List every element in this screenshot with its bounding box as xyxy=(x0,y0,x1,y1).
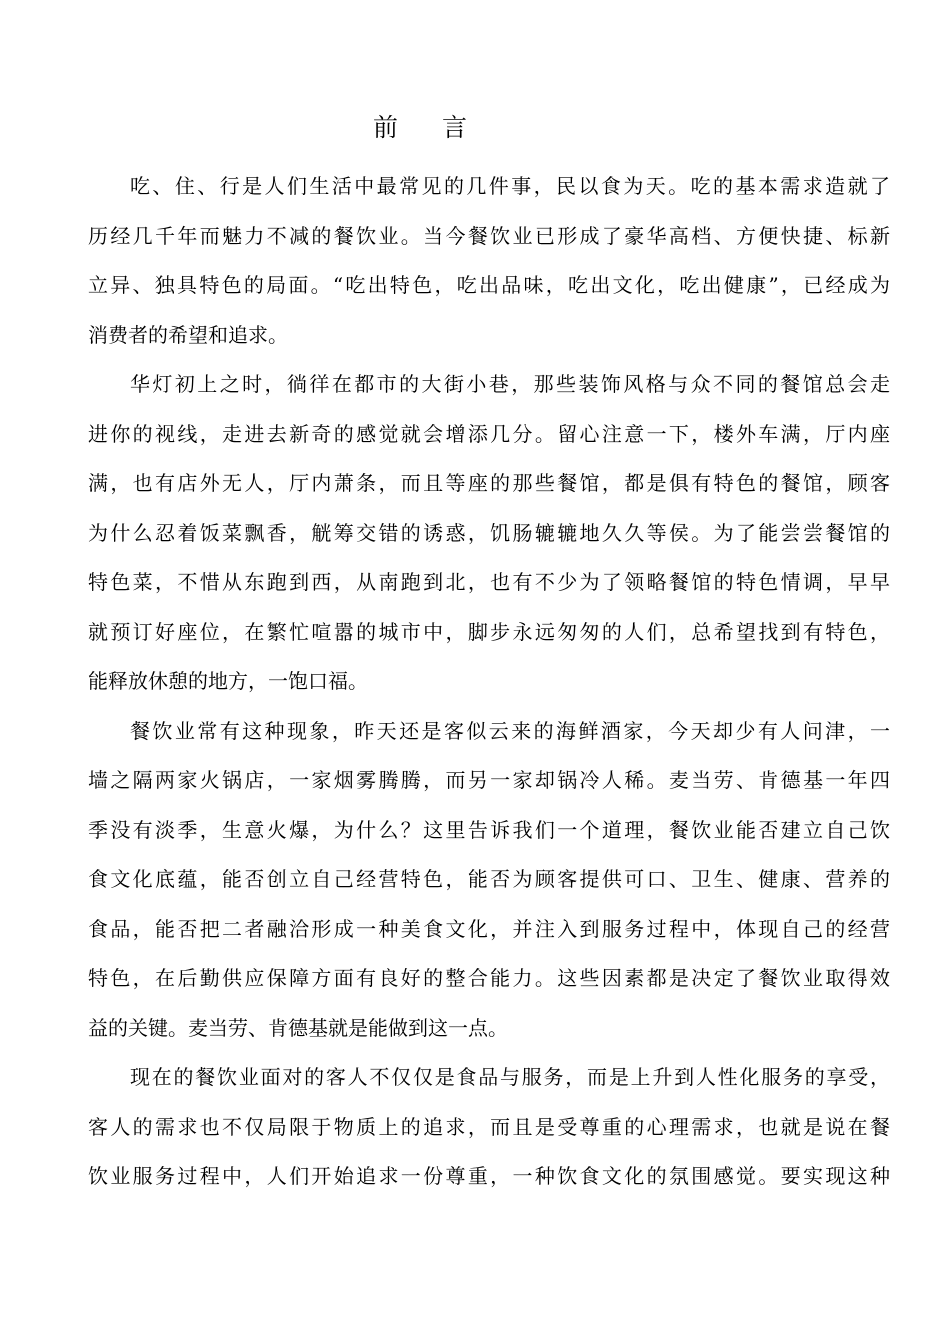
text-line: 消费者的希望和追求。 xyxy=(88,322,288,347)
title-char-2: 言 xyxy=(442,113,468,142)
text-line: 能释放休憩的地方，一饱口福。 xyxy=(88,669,368,693)
title-char-1: 前 xyxy=(372,113,398,142)
text-line: 食文化底蕴，能否创立自己经营特色，能否为顾客提供可口、卫生、健康、营养的 xyxy=(88,867,890,891)
text-line: 现在的餐饮业面对的客人不仅仅是食品与服务，而是上升到人性化服务的享受， xyxy=(130,1065,890,1089)
text-line: 特色，在后勤供应保障方面有良好的整合能力。这些因素都是决定了餐饮业取得效 xyxy=(88,966,890,990)
text-line: 就预订好座位，在繁忙喧嚣的城市中，脚步永远匆匆的人们，总希望找到有特色， xyxy=(88,619,890,644)
text-line: 吃、住、行是人们生活中最常见的几件事，民以食为天。吃的基本需求造就了 xyxy=(130,174,890,198)
text-line: 进你的视线，走进去新奇的感觉就会增添几分。留心注意一下，楼外车满，厅内座 xyxy=(88,421,890,446)
text-line: 满，也有店外无人，厅内萧条，而且等座的那些餐馆，都是俱有特色的餐馆，顾客 xyxy=(88,471,890,495)
text-line: 季没有淡季，生意火爆，为什么？这里告诉我们一个道理，餐饮业能否建立自己饮 xyxy=(88,817,890,842)
text-line: 历经几千年而魅力不减的餐饮业。当今餐饮业已形成了豪华高档、方便快捷、标新 xyxy=(88,223,890,248)
text-line: 华灯初上之时，徜徉在都市的大街小巷，那些装饰风格与众不同的餐馆总会走 xyxy=(130,372,890,396)
page-title xyxy=(0,108,840,148)
text-line: 墙之隔两家火锅店，一家烟雾腾腾，而另一家却锅冷人稀。麦当劳、肯德基一年四 xyxy=(88,768,890,792)
text-line: 益的关键。麦当劳、肯德基就是能做到这一点。 xyxy=(88,1015,508,1040)
text-line: 立异、独具特色的局面。“吃出特色，吃出品味，吃出文化，吃出健康”，已经成为 xyxy=(88,273,890,297)
paragraph-2 xyxy=(88,360,890,707)
text-line: 为什么忍着饭菜飘香，觥筹交错的诱惑，饥肠辘辘地久久等侯。为了能尝尝餐馆的 xyxy=(88,520,890,545)
text-line: 特色菜，不惜从东跑到西，从南跑到北，也有不少为了领略餐馆的特色情调，早早 xyxy=(88,570,890,594)
paragraph-4 xyxy=(88,1053,890,1202)
text-line: 食品，能否把二者融洽形成一种美食文化，并注入到服务过程中，体现自己的经营 xyxy=(88,916,890,941)
text-line: 客人的需求也不仅局限于物质上的追求，而且是受尊重的心理需求，也就是说在餐 xyxy=(88,1114,890,1139)
text-line: 餐饮业常有这种现象，昨天还是客似云来的海鲜酒家，今天却少有人问津，一 xyxy=(130,718,890,743)
text-line: 饮业服务过程中，人们开始追求一份尊重，一种饮食文化的氛围感觉。要实现这种 xyxy=(88,1164,890,1188)
body-text xyxy=(88,162,890,1202)
paragraph-1 xyxy=(88,162,890,360)
paragraph-3 xyxy=(88,707,890,1054)
